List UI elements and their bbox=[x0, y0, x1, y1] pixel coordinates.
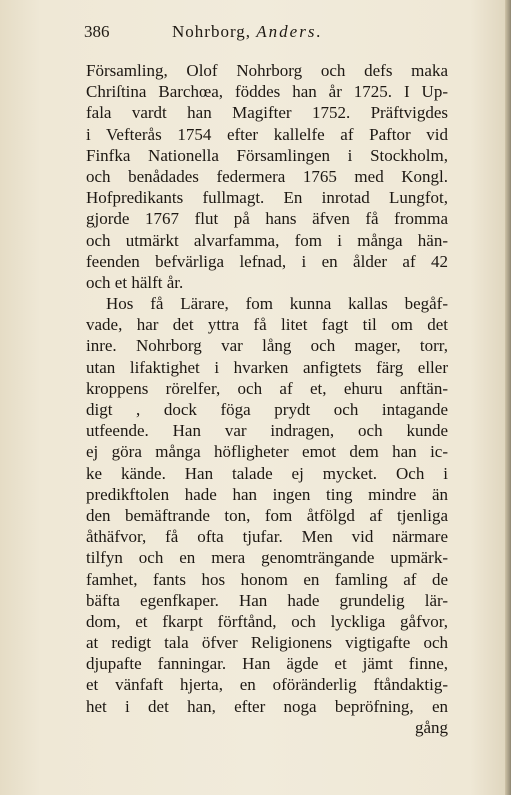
text-line: ej göra många höfligheter emot dem han ic- bbox=[86, 442, 448, 462]
text-line: åthäfvor, få ofta tjufar. Men vid närmare bbox=[86, 527, 448, 547]
text-line: predikftolen hade han ingen ting mindre än bbox=[86, 484, 448, 504]
text-line: et vänfaft hjerta, en oföränderlig ftåndaktig- bbox=[86, 675, 448, 695]
catchword: gång bbox=[414, 717, 448, 737]
text-line: bäfta egenfkaper. Han hade grundelig lär- bbox=[86, 590, 448, 610]
text-line: den bemäftrande ton, fom åtfölgd af tjenliga bbox=[86, 505, 448, 525]
text-line: Chriſtina Barchœa, föddes han år 1725. I Up- bbox=[86, 82, 448, 102]
text-line: het i det han, efter noga bepröfning, en bbox=[86, 696, 448, 716]
running-head-surname: Nohrborg, bbox=[172, 22, 252, 41]
text-line: vade, har det yttra få litet fagt til om det bbox=[86, 315, 448, 335]
text-line: Församling, Olof Nohrborg och defs maka bbox=[86, 61, 448, 80]
text-line: dom, et fkarpt förftånd, och lyckliga gåfvor, bbox=[86, 611, 448, 631]
text-line: tilfyn och en mera genomträngande upmärk- bbox=[86, 548, 448, 568]
text-line: i Vefterås 1754 efter kallelfe af Paftor vid bbox=[86, 124, 448, 144]
page-number: 386 bbox=[84, 22, 110, 41]
text-line: utfeende. Han var indragen, och kunde bbox=[86, 421, 448, 441]
text-line: och benådades federmera 1765 med Kongl. bbox=[86, 166, 448, 186]
text-line: digt , dock föga prydt och intagande bbox=[86, 400, 448, 419]
text-line: och et hälft år. bbox=[86, 272, 184, 292]
text-line: Hofpredikants fullmagt. En inrotad Lungfot, bbox=[86, 188, 448, 208]
running-head-title bbox=[172, 22, 323, 42]
text-line: djupafte fanningar. Han ägde et jämt finne, bbox=[86, 654, 448, 674]
text-line: Hos få Lärare, fom kunna kallas begåf- bbox=[106, 294, 448, 314]
body-text bbox=[86, 60, 448, 738]
text-line: kroppens rörelfer, och af et, ehuru anftän- bbox=[86, 378, 448, 398]
text-line: at redigt tala öfver Religionens vigtigafte och bbox=[86, 633, 448, 653]
text-line: inre. Nohrborg var lång och mager, torr, bbox=[86, 336, 448, 356]
text-line: feenden befvärliga lefnad, i en ålder af 42 bbox=[86, 251, 448, 271]
text-line: Finfka Nationella Församlingen i Stockholm, bbox=[86, 145, 448, 165]
text-line: och utmärkt alvarfamma, fom i många hän- bbox=[86, 230, 448, 250]
text-line: utan lifaktighet i hvarken anfigtets färg eller bbox=[86, 357, 448, 377]
page-edge-shadow bbox=[505, 0, 511, 795]
running-head-given-name: Anders. bbox=[256, 22, 323, 41]
text-line: fala vardt han Magifter 1752. Präftvigdes bbox=[86, 103, 448, 123]
text-line: famhet, fants hos honom en famling af de bbox=[86, 569, 448, 589]
text-line: ke kände. Han talade ej mycket. Och i bbox=[86, 463, 448, 483]
text-line: gjorde 1767 flut på hans äfven få fromma bbox=[86, 209, 448, 229]
running-header bbox=[84, 22, 484, 44]
